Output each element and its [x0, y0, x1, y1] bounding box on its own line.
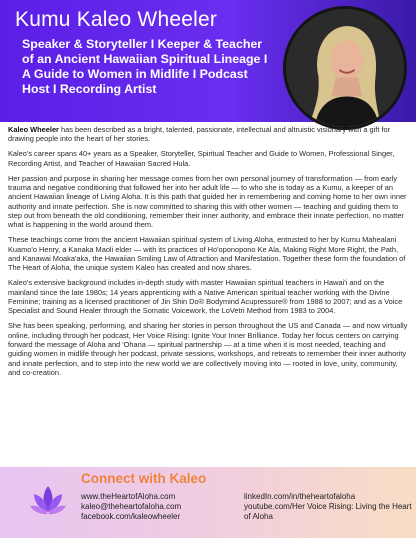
- bio-passion: Her passion and purpose in sharing her message comes from her own personal journey of transformation — from early trauma and negative conditioning that followed her into her adult life — to who she is today as a Kumu, a keeper of an ancient Hawaiian lineage of Living Aloha. It is this path that guided her in remembering and coming home to her own inner authority and innate perfection. She is now committed to sharing this with other women — teaching and guiding them to step out from beneath the old conditioning, remember their inner authority, and embrace their innate perfection, no matter what is happening in the world around them.: [8, 173, 407, 230]
- linkedin-link[interactable]: linkedIn.com/in/theheartofaloha: [244, 492, 356, 501]
- portrait-photo: [283, 6, 407, 130]
- website-link[interactable]: www.theHeartofAloha.com: [81, 492, 176, 501]
- bio-intro-name: Kaleo Wheeler: [8, 125, 59, 134]
- bio-intro-text: has been described as a bright, talented, passionate, intellectual and altruistic visionary with a gift for drawing people into the heart of her stories.: [8, 125, 391, 144]
- connect-title: Connect with Kaleo: [81, 471, 207, 486]
- bio-intro: [8, 125, 409, 144]
- bio-career: Kaleo's career spans 40+ years as a Speaker, Storyteller, Spiritual Teacher and Guide to Women, Professional Singer, Recording Artist, and Teacher of Hawaiian Sacred Hula.: [8, 149, 395, 168]
- speaker-name: Kumu Kaleo Wheeler: [15, 8, 218, 31]
- lotus-icon: [28, 482, 68, 522]
- portrait-illustration: [286, 9, 404, 127]
- bio-background: Kaleo's extensive background includes in-depth study with master Hawaiian spiritual teachers in Hawai'i and on the mainland since the late 1980s; 14 years apprenticing with a Native American spiritual teacher working with the Divine Feminine; training as a licensed practitioner of Jin Shin Do® Bodymind Acupressure® from 1988 to 2007; and as a Voice Specialist and Sound Healer through the Somatic Voicework, the LoVetri Method from 1983 to 2004.: [8, 278, 403, 316]
- biography: [8, 125, 409, 383]
- contact-links-left: [81, 492, 181, 523]
- bio-speaking: She has been speaking, performing, and sharing her stories in person throughout the US and Canada — and now virtually online, including through her podcast, Her Voice Rising: Ignite Your Inner Brilliance. Today her focus centers on carrying forward the message of Aloha and 'Ohana — spiritual partnership — at a time when it is most needed, teaching and guiding women in midlife through her podcast, private sessions, workshops, and retreats to remember their inner authority and innate perfection, and to step into the new world we are collectively moving into — rooted in love, unity, community, and co-creation.: [8, 321, 408, 377]
- email-link[interactable]: kaleo@theheartofaloha.com: [81, 502, 182, 512]
- youtube-link[interactable]: youtube.com/Her Voice Rising: Living the Heart of Aloha: [244, 502, 412, 522]
- speaker-roles: Speaker & Storyteller I Keeper & Teacher of an Ancient Hawaiian Spiritual Lineage I A Guide to Women in Midlife I Podcast Host I Recording Artist: [22, 37, 268, 96]
- bio-teachings: These teachings come from the ancient Hawaiian spiritual system of Living Aloha, entrusted to her by Kumu Mahealani Kuamo'o Henry, a Kanaka Maoli elder — with its practices of Ho'oponopono Ke Ala, Making Right More Right, the Path, and Kanawai Moaka'aka, the Hawaiian Smiling Law of Attraction and Manifestation. Together these form the foundation of The Heart of Aloha, the unique system Kaleo has created and now shares.: [8, 235, 406, 273]
- facebook-link[interactable]: facebook.com/kaleowheeler: [81, 512, 181, 522]
- contact-links-right: [244, 492, 414, 523]
